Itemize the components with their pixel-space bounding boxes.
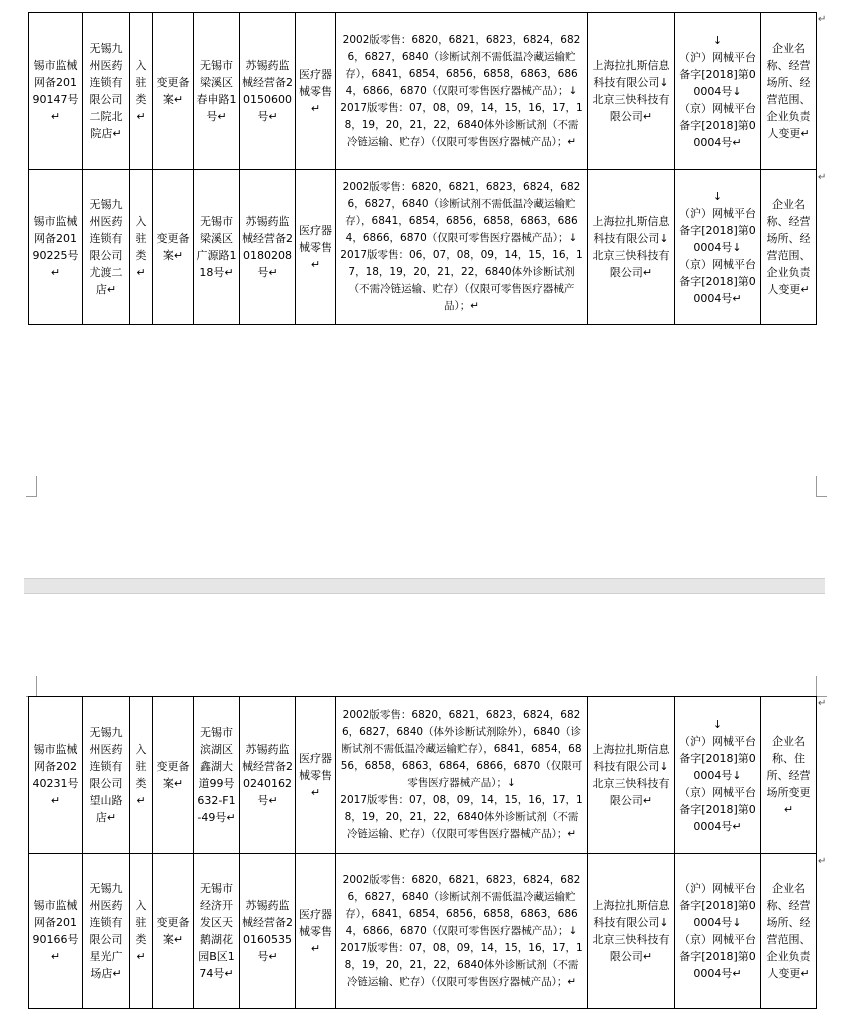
store-name-cell: 无锡九州医药连锁有限公司二院北院店↵ — [83, 13, 130, 170]
platform-cell — [588, 697, 675, 854]
platform-filing-cell — [675, 170, 761, 325]
table-row — [29, 13, 817, 170]
crop-mark — [816, 676, 827, 697]
filing-line: ↓ — [712, 33, 723, 47]
filing-table-bottom — [28, 696, 817, 1009]
type-cell: 入驻类↵ — [130, 170, 153, 325]
platform-cell — [588, 13, 675, 170]
business-scope-cell — [336, 13, 588, 170]
store-name-cell: 无锡九州医药连锁有限公司星光广场店↵ — [83, 854, 130, 1009]
row-end-mark: ↵ — [818, 856, 827, 867]
filing-number-cell: 锡市监械网备20190166号↵ — [29, 854, 83, 1009]
scope-2017: 2017版零售：07，08，09，14，15，16，17，18，19，20，21，22，6840体外诊断试剂（不需冷链运输、贮存）（仅限可零售医疗器械产品）；↵ — [340, 101, 583, 148]
change-items-cell: 企业名称、经营场所、经营范围、企业负责人变更↵ — [761, 13, 817, 170]
filing-number-cell: 锡市监械网备20190225号↵ — [29, 170, 83, 325]
filing-number-cell: 锡市监械网备20240231号↵ — [29, 697, 83, 854]
platform-name: 上海拉扎斯信息科技有限公司↓ — [592, 215, 670, 245]
scope-2002: 2002版零售：6820，6821，6823，6824，6826，6827，6840（诊断试剂不需低温冷藏运输贮存），6841，6854，6856，6858，6863，6864，6866，6870（仅限可零售医疗器械产品）；↓ — [342, 181, 581, 244]
page-gap — [24, 578, 825, 594]
scope-2002: 2002版零售：6820，6821，6823，6824，6826，6827，6840（诊断试剂不需低温冷藏运输贮存），6841，6854，6856，6858，6863，6864，6866，6870（仅限可零售医疗器械产品）；↓ — [342, 873, 581, 937]
table-row — [29, 854, 817, 1009]
scope-2017: 2017版零售：07，08，09，14，15，16，17，18，19，20，21，22，6840体外诊断试剂（不需冷链运输、贮存）（仅限可零售医疗器械产品）；↵ — [340, 794, 583, 840]
filing-line: （沪）网械平台备字[2018]第00004号↓ — [679, 206, 756, 254]
business-type-cell: 医疗器械零售↵ — [296, 697, 336, 854]
platform-name: 北京三快科技有限公司↵ — [592, 249, 670, 279]
filing-line: （沪）网械平台备字[2018]第00004号↓ — [679, 734, 756, 782]
type-cell: 入驻类↵ — [130, 13, 153, 170]
business-scope-cell — [336, 854, 588, 1009]
scope-2017: 2017版零售：07，08，09，14，15，16，17，18，19，20，21，22，6840体外诊断试剂（不需冷链运输、贮存）（仅限可零售医疗器械产品）；↵ — [340, 941, 583, 988]
license-cell: 苏锡药监械经营备20160535号↵ — [240, 854, 296, 1009]
action-cell: 变更备案↵ — [153, 13, 194, 170]
license-cell: 苏锡药监械经营备20150600号↵ — [240, 13, 296, 170]
action-cell: 变更备案↵ — [153, 854, 194, 1009]
license-cell: 苏锡药监械经营备20180208号↵ — [240, 170, 296, 325]
type-cell: 入驻类↵ — [130, 854, 153, 1009]
business-type-cell: 医疗器械零售↵ — [296, 854, 336, 1009]
store-name-cell: 无锡九州医药连锁有限公司尤渡二店↵ — [83, 170, 130, 325]
row-end-mark: ↵ — [818, 698, 827, 709]
business-scope-cell — [336, 697, 588, 854]
store-name-cell: 无锡九州医药连锁有限公司望山路店↵ — [83, 697, 130, 854]
address-cell: 无锡市滨湖区鑫湖大道99号632-F1-49号↵ — [194, 697, 240, 854]
action-cell: 变更备案↵ — [153, 697, 194, 854]
license-cell: 苏锡药监械经营备20240162号↵ — [240, 697, 296, 854]
business-scope-cell — [336, 170, 588, 325]
action-cell: 变更备案↵ — [153, 170, 194, 325]
filing-line: ↓ — [712, 717, 723, 731]
platform-name: 上海拉扎斯信息科技有限公司↓ — [592, 743, 670, 773]
platform-filing-cell — [675, 854, 761, 1009]
address-cell: 无锡市梁溪区广源路118号↵ — [194, 170, 240, 325]
platform-name: 上海拉扎斯信息科技有限公司↓ — [592, 899, 670, 929]
row-end-mark: ↵ — [818, 14, 827, 25]
business-type-cell: 医疗器械零售↵ — [296, 13, 336, 170]
filing-table-top — [28, 12, 817, 325]
row-end-mark: ↵ — [818, 172, 827, 183]
change-items-cell: 企业名称、经营场所、经营范围、企业负责人变更↵ — [761, 170, 817, 325]
filing-line: （京）网械平台备字[2018]第00004号↵ — [679, 257, 756, 305]
filing-line: （沪）网械平台备字[2018]第00004号↓ — [679, 50, 756, 98]
platform-filing-cell — [675, 13, 761, 170]
filing-line: ↓ — [712, 189, 723, 203]
business-type-cell: 医疗器械零售↵ — [296, 170, 336, 325]
change-items-cell: 企业名称、住所、经营场所变更↵ — [761, 697, 817, 854]
filing-line: （京）网械平台备字[2018]第00004号↵ — [679, 933, 756, 980]
scope-2002: 2002版零售：6820，6821，6823，6824，6826，6827，6840（体外诊断试剂除外），6840（诊断试剂不需低温冷藏运输贮存），6841，6854，6856，6858，6863，6864，6866，6870（仅限可零售医疗器械产品）；↓ — [340, 709, 583, 789]
platform-name: 北京三快科技有限公司↵ — [592, 777, 670, 807]
address-cell: 无锡市梁溪区春申路1号↵ — [194, 13, 240, 170]
scope-2002: 2002版零售：6820，6821，6823，6824，6826，6827，6840（诊断试剂不需低温冷藏运输贮存），6841，6854，6856，6858，6863，6864，6866，6870（仅限可零售医疗器械产品）；↓ — [342, 33, 581, 97]
filing-line: （京）网械平台备字[2018]第00004号↵ — [679, 101, 756, 149]
scope-2017: 2017版零售：06，07，08，09，14，15，16，17，18，19，20，21，22，6840体外诊断试剂（不需冷链运输、贮存）（仅限可零售医疗器械产品）；↵ — [340, 249, 583, 312]
platform-cell — [588, 170, 675, 325]
platform-name: 上海拉扎斯信息科技有限公司↓ — [592, 59, 670, 89]
platform-filing-cell — [675, 697, 761, 854]
platform-cell — [588, 854, 675, 1009]
table-row — [29, 170, 817, 325]
filing-line: （沪）网械平台备字[2018]第00004号↓ — [679, 882, 756, 929]
crop-mark — [26, 676, 37, 697]
platform-name: 北京三快科技有限公司↵ — [592, 93, 670, 123]
change-items-cell: 企业名称、经营场所、经营范围、企业负责人变更↵ — [761, 854, 817, 1009]
filing-line: （京）网械平台备字[2018]第00004号↵ — [679, 785, 756, 833]
platform-name: 北京三快科技有限公司↵ — [592, 933, 670, 963]
crop-mark — [816, 476, 827, 497]
type-cell: 入驻类↵ — [130, 697, 153, 854]
crop-mark — [26, 476, 37, 497]
table-row — [29, 697, 817, 854]
address-cell: 无锡市经济开发区天鹅湖花园B区174号↵ — [194, 854, 240, 1009]
filing-number-cell: 锡市监械网备20190147号↵ — [29, 13, 83, 170]
